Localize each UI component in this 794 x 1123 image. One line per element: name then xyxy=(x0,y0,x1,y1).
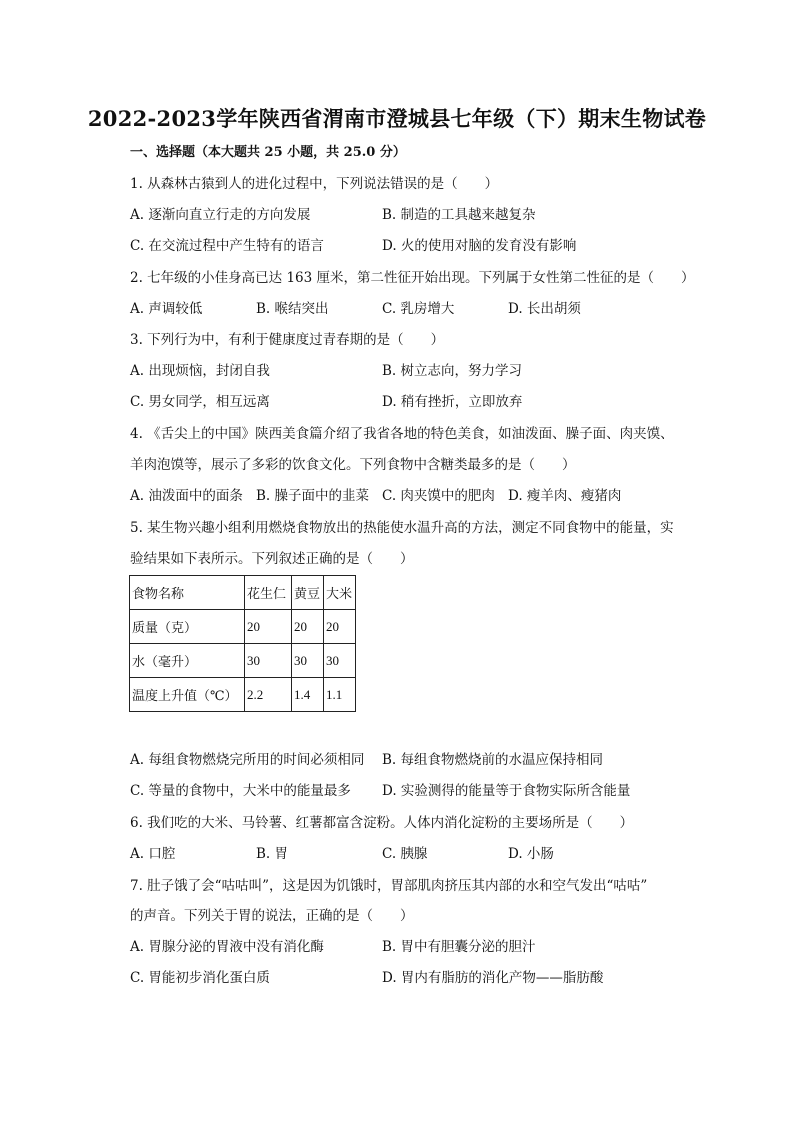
question-4-stem-line-2: 羊肉泡馍等，展示了多彩的饮食文化。下列食物中含糖类最多的是（ ） xyxy=(130,457,576,473)
q5-option-c[interactable]: C. 等量的食物中，大米中的能量最多 xyxy=(130,783,351,799)
question-7-stem-line-2: 的声音。下列关于胃的说法，正确的是（ ） xyxy=(130,908,414,924)
table-cell: 30 xyxy=(324,644,356,678)
table-row xyxy=(130,644,356,678)
page-title: 2022-2023学年陕西省渭南市澄城县七年级（下）期末生物试卷 xyxy=(87,106,707,131)
q3-option-a[interactable]: A. 出现烦恼，封闭自我 xyxy=(130,363,270,379)
question-1-stem: 1. 从森林古猿到人的进化过程中，下列说法错误的是（ ） xyxy=(130,176,499,192)
section-heading: 一、选择题（本大题共 25 小题，共 25.0 分） xyxy=(130,145,406,160)
table-row xyxy=(130,576,356,610)
q2-option-c[interactable]: C. 乳房增大 xyxy=(382,301,455,317)
q1-option-a[interactable]: A. 逐渐向直立行走的方向发展 xyxy=(130,207,311,223)
q6-option-d[interactable]: D. 小肠 xyxy=(508,846,554,862)
question-4-stem-line-1: 4. 《舌尖上的中国》陕西美食篇介绍了我省各地的特色美食，如油泼面、臊子面、肉夹馍、 xyxy=(130,426,674,442)
table-cell: 1.4 xyxy=(292,678,324,712)
q6-option-a[interactable]: A. 口腔 xyxy=(130,846,176,862)
table-cell: 水（毫升） xyxy=(130,644,245,678)
q1-option-c[interactable]: C. 在交流过程中产生特有的语言 xyxy=(130,238,324,254)
q7-option-a[interactable]: A. 胃腺分泌的胃液中没有消化酶 xyxy=(130,939,324,955)
q2-option-a[interactable]: A. 声调较低 xyxy=(130,301,203,317)
q4-option-d[interactable]: D. 瘦羊肉、瘦猪肉 xyxy=(508,488,622,504)
table-cell: 1.1 xyxy=(324,678,356,712)
q4-option-a[interactable]: A. 油泼面中的面条 xyxy=(130,488,243,504)
table-cell: 30 xyxy=(245,644,292,678)
q5-option-d[interactable]: D. 实验测得的能量等于食物实际所含能量 xyxy=(382,783,631,799)
table-cell: 食物名称 xyxy=(130,576,245,610)
q3-option-b[interactable]: B. 树立志向，努力学习 xyxy=(382,363,523,379)
q3-option-c[interactable]: C. 男女同学，相互远离 xyxy=(130,394,270,410)
question-5-stem-line-2: 验结果如下表所示。下列叙述正确的是（ ） xyxy=(130,551,414,567)
q4-option-c[interactable]: C. 肉夹馍中的肥肉 xyxy=(382,488,495,504)
table-cell: 黄豆 xyxy=(292,576,324,610)
table-cell: 温度上升值（℃） xyxy=(130,678,245,712)
question-6-stem: 6. 我们吃的大米、马铃薯、红薯都富含淀粉。人体内消化淀粉的主要场所是（ ） xyxy=(130,815,634,831)
table-row xyxy=(130,610,356,644)
food-energy-table xyxy=(129,575,356,712)
table-cell: 20 xyxy=(292,610,324,644)
q7-option-d[interactable]: D. 胃内有脂肪的消化产物——脂肪酸 xyxy=(382,970,604,986)
table-cell: 2.2 xyxy=(245,678,292,712)
question-7-stem-line-1: 7. 肚子饿了会“咕咕叫”，这是因为饥饿时，胃部肌肉挤压其内部的水和空气发出“咕咕” xyxy=(130,878,648,894)
q3-option-d[interactable]: D. 稍有挫折，立即放弃 xyxy=(382,394,523,410)
q1-option-b[interactable]: B. 制造的工具越来越复杂 xyxy=(382,207,536,223)
table-row xyxy=(130,678,356,712)
table-cell: 质量（克） xyxy=(130,610,245,644)
question-5-stem-line-1: 5. 某生物兴趣小组利用燃烧食物放出的热能使水温升高的方法，测定不同食物中的能量，实 xyxy=(130,520,674,536)
q2-option-b[interactable]: B. 喉结突出 xyxy=(256,301,329,317)
table-cell: 20 xyxy=(245,610,292,644)
table-cell: 花生仁 xyxy=(245,576,292,610)
question-2-stem: 2. 七年级的小佳身高已达 163 厘米，第二性征开始出现。下列属于女性第二性征的是（ ） xyxy=(130,270,695,286)
q5-option-a[interactable]: A. 每组食物燃烧完所用的时间必须相同 xyxy=(130,752,365,768)
q6-option-c[interactable]: C. 胰腺 xyxy=(382,846,428,862)
q4-option-b[interactable]: B. 臊子面中的韭菜 xyxy=(256,488,370,504)
table-cell: 20 xyxy=(324,610,356,644)
q6-option-b[interactable]: B. 胃 xyxy=(256,846,289,862)
q7-option-b[interactable]: B. 胃中有胆囊分泌的胆汁 xyxy=(382,939,536,955)
question-3-stem: 3. 下列行为中，有利于健康度过青春期的是（ ） xyxy=(130,332,445,348)
table-cell: 大米 xyxy=(324,576,356,610)
q1-option-d[interactable]: D. 火的使用对脑的发育没有影响 xyxy=(382,238,577,254)
q5-option-b[interactable]: B. 每组食物燃烧前的水温应保持相同 xyxy=(382,752,604,768)
q7-option-c[interactable]: C. 胃能初步消化蛋白质 xyxy=(130,970,270,986)
q2-option-d[interactable]: D. 长出胡须 xyxy=(508,301,581,317)
table-cell: 30 xyxy=(292,644,324,678)
